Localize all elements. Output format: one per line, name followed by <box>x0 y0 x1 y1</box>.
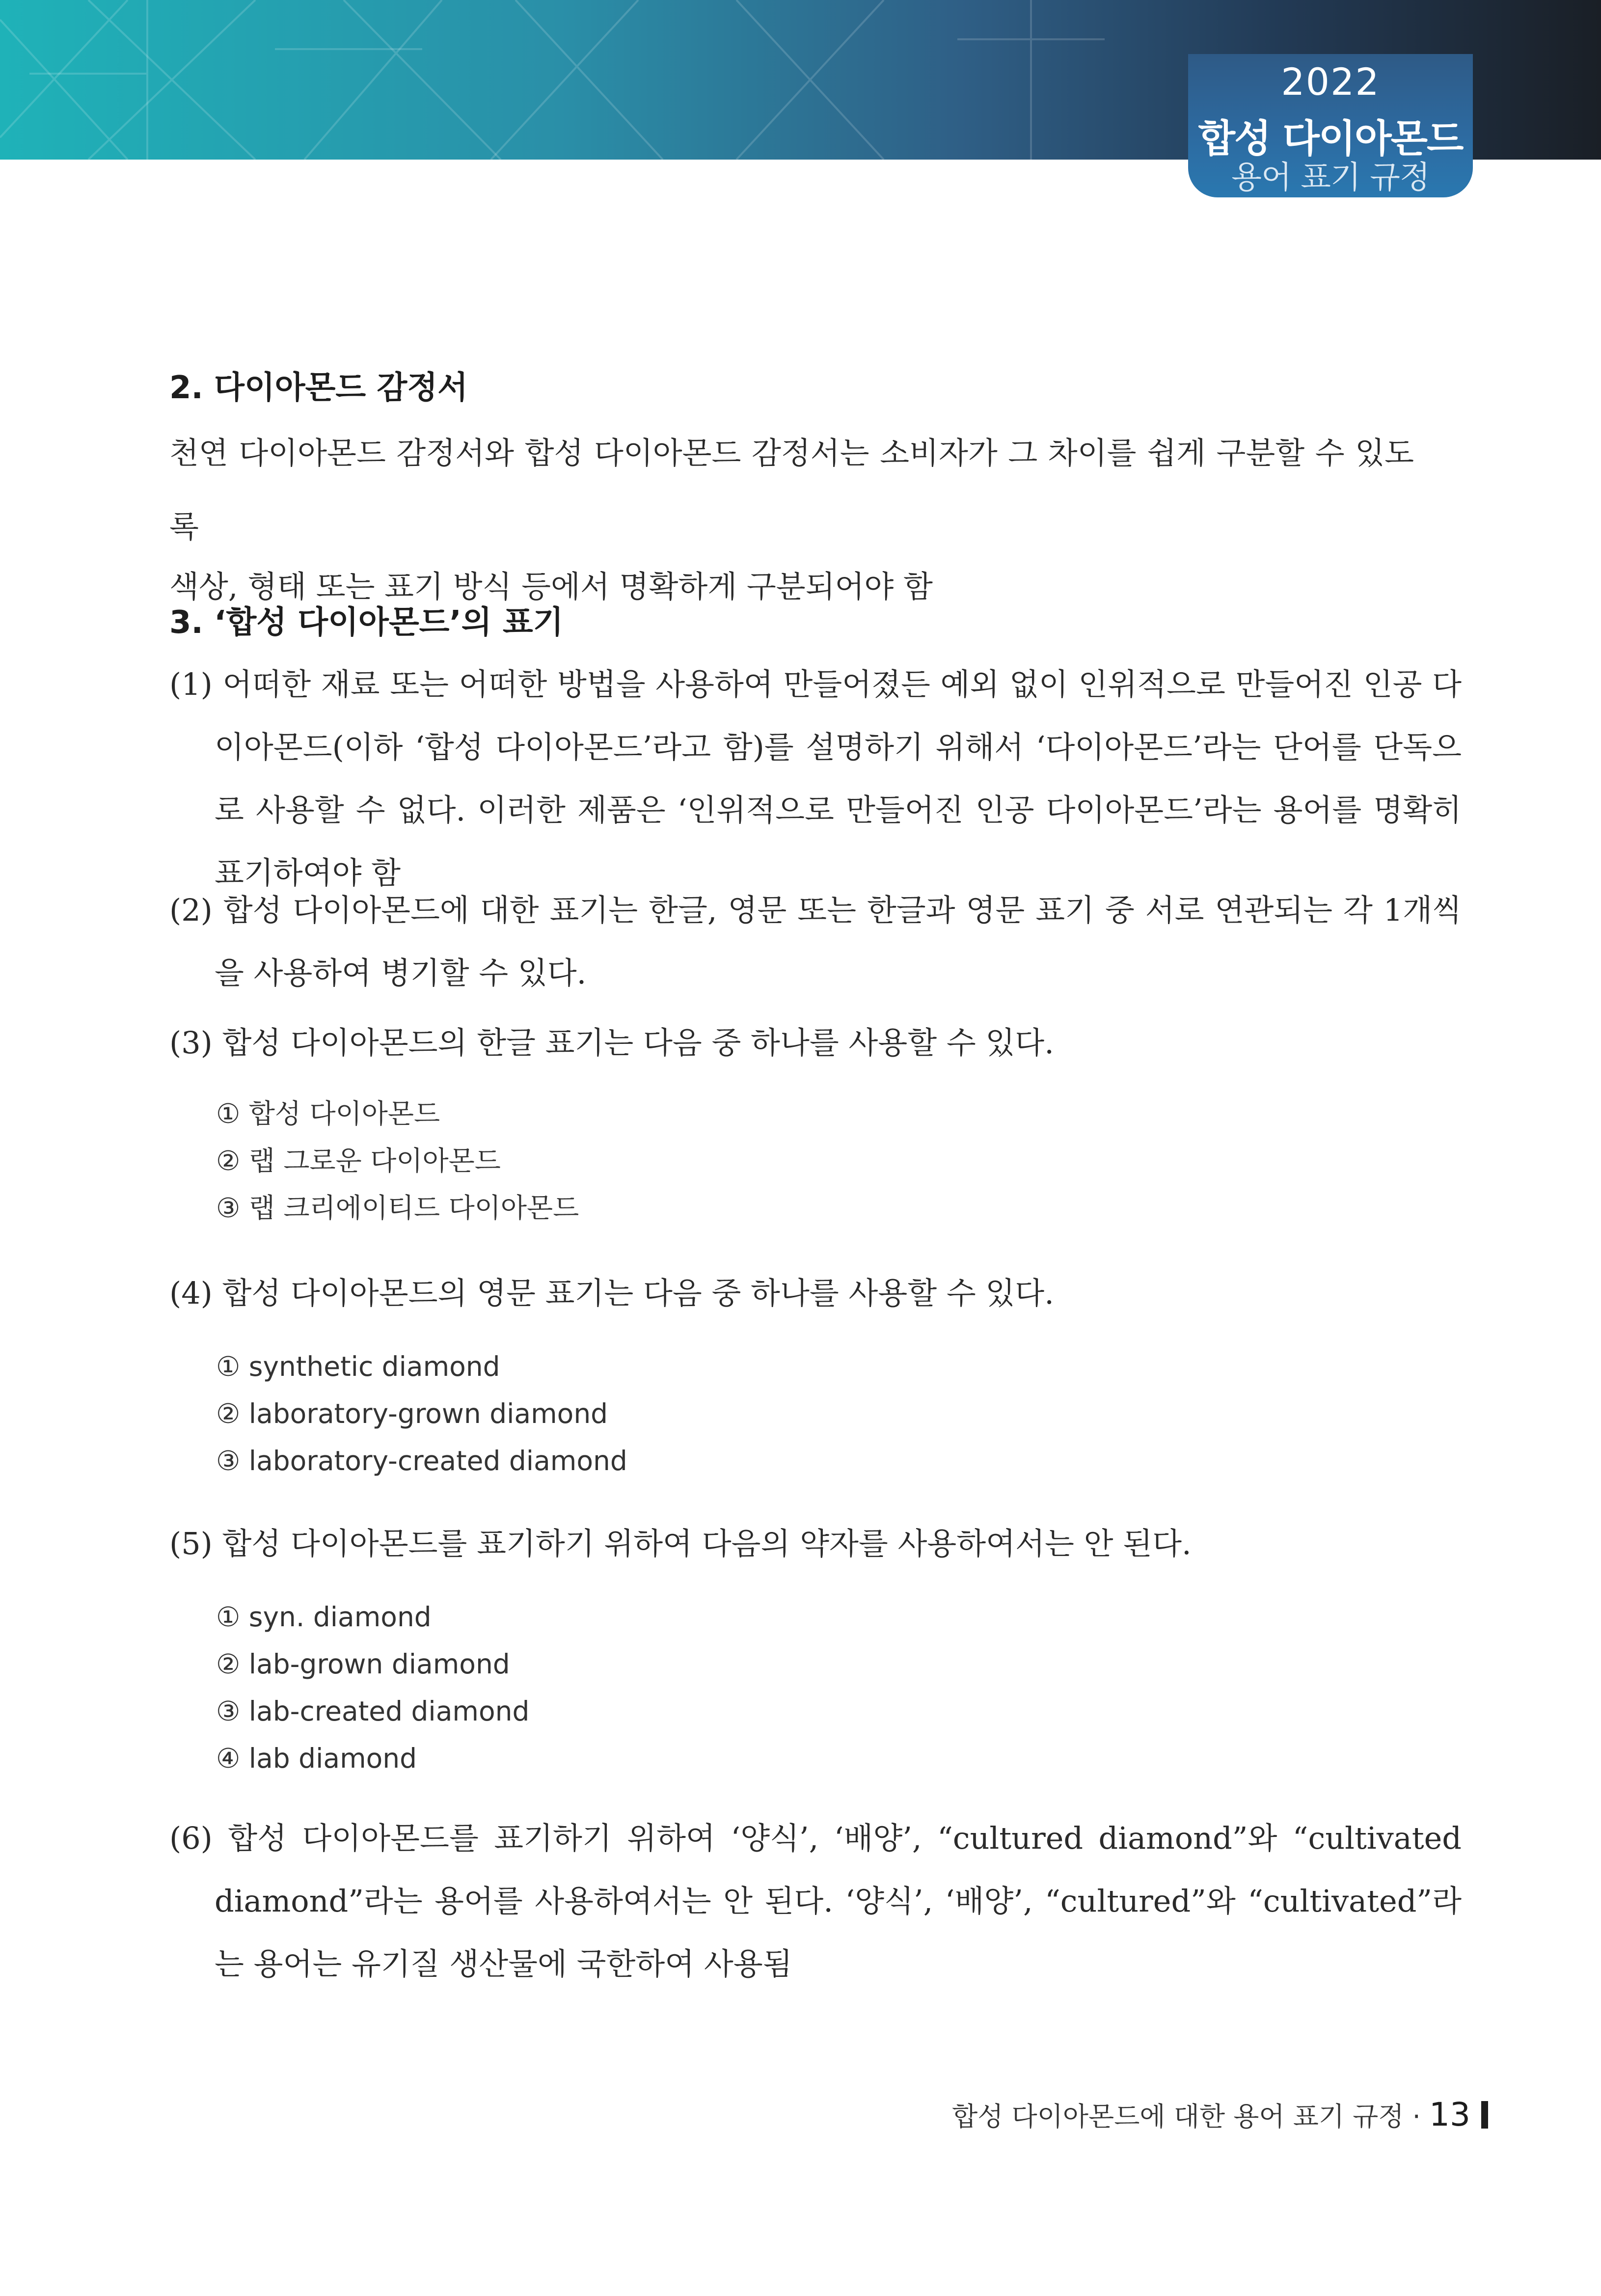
item-4-list <box>216 1343 627 1484</box>
list-item: ③ laboratory-created diamond <box>216 1445 627 1476</box>
section-2-heading: 2. 다이아몬드 감정서 <box>169 370 468 406</box>
section-3-item-3: (3) 합성 다이아몬드의 한글 표기는 다음 중 하나를 사용할 수 있다. <box>169 1025 1054 1061</box>
footer-text: 합성 다이아몬드에 대한 용어 표기 규정 · <box>952 2101 1421 2132</box>
list-item: ① 합성 다이아몬드 <box>216 1098 440 1129</box>
list-item: ③ 랩 크리에이티드 다이아몬드 <box>216 1192 579 1224</box>
list-item: ② laboratory-grown diamond <box>216 1398 608 1429</box>
page-number: 13 <box>1429 2096 1470 2133</box>
header-year: 2022 <box>1281 60 1380 104</box>
section-3-item-4: (4) 합성 다이아몬드의 영문 표기는 다음 중 하나를 사용할 수 있다. <box>169 1275 1054 1311</box>
list-item: ② lab-grown diamond <box>216 1648 510 1680</box>
page-footer <box>952 2096 1488 2133</box>
section-3-item-1: (1) 어떠한 재료 또는 어떠한 방법을 사용하여 만들어졌든 예외 없이 인위적으로 만들어진 인공 다이아몬드(이하 ‘합성 다이아몬드’라고 함)를 설명하기 위해서 ‘다이아몬드’라는 단어를 단독으로 사용할 수 없다. 이러한 제품은 ‘인위적으로 만들어진 인공 다이아몬드’라는 용어를 명확히 표기하여야 함 <box>169 666 1462 891</box>
list-item: ③ lab-created diamond <box>216 1695 530 1727</box>
list-item: ① synthetic diamond <box>216 1351 500 1382</box>
list-item: ② 랩 그로운 다이아몬드 <box>216 1145 501 1176</box>
item-5-list <box>216 1593 529 1782</box>
section-2-line-2: 색상, 형태 또는 표기 방식 등에서 명확하게 구분되어야 함 <box>169 569 933 604</box>
page-bar <box>1481 2101 1488 2129</box>
header-subtitle: 용어 표기 규정 <box>1231 160 1430 196</box>
section-3-item-6: (6) 합성 다이아몬드를 표기하기 위하여 ‘양식’, ‘배양’, “cultured diamond”와 “cultivated diamond”라는 용어를 사용하여서는 안 된다. ‘양식’, ‘배양’, “cultured”와 “cultivated”라는 용어는 유기질 생산물에 국한하여 사용됨 <box>169 1820 1462 1982</box>
header-badge <box>1188 54 1473 197</box>
section-2-paragraph <box>169 416 1414 624</box>
header-title: 합성 다이아몬드 <box>1198 117 1463 161</box>
section-3-item-5: (5) 합성 다이아몬드를 표기하기 위하여 다음의 약자를 사용하여서는 안 된다. <box>169 1526 1192 1561</box>
section-3-item-2: (2) 합성 다이아몬드에 대한 표기는 한글, 영문 또는 한글과 영문 표기 중 서로 연관되는 각 1개씩을 사용하여 병기할 수 있다. <box>169 892 1462 991</box>
section-3-heading: 3. ‘합성 다이아몬드’의 표기 <box>169 604 564 641</box>
list-item: ① syn. diamond <box>216 1601 432 1633</box>
item-3-list <box>216 1090 579 1231</box>
section-2-line-1: 천연 다이아몬드 감정서와 합성 다이아몬드 감정서는 소비자가 그 차이를 쉽게 구분할 수 있도록 <box>169 435 1414 545</box>
list-item: ④ lab diamond <box>216 1743 417 1774</box>
